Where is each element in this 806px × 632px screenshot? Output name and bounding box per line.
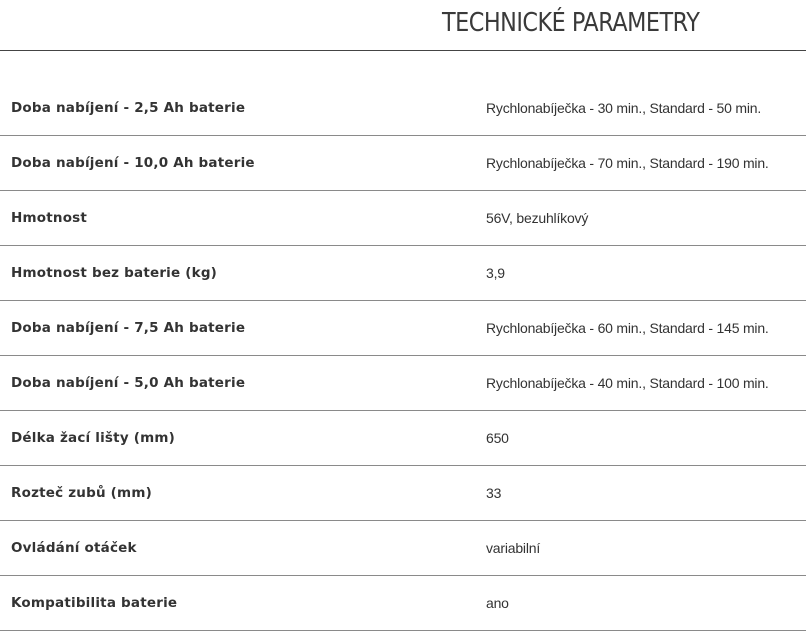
- param-label: Doba nabíjení - 2,5 Ah baterie: [11, 100, 246, 116]
- table-row: [0, 356, 806, 411]
- param-label: Rozteč zubů (mm): [11, 485, 152, 501]
- param-value: Rychlonabíječka - 60 min., Standard - 145 min.: [486, 320, 769, 336]
- param-value: Rychlonabíječka - 70 min., Standard - 190 min.: [486, 155, 769, 171]
- section-title: TECHNICKÉ PARAMETRY: [442, 8, 700, 38]
- param-label: Hmotnost: [11, 210, 88, 226]
- table-row: [0, 411, 806, 466]
- param-value: variabilní: [486, 540, 541, 556]
- param-label: Ovládání otáček: [11, 540, 137, 556]
- param-value: 650: [486, 430, 509, 446]
- param-value: ano: [486, 595, 509, 611]
- table-row: [0, 191, 806, 246]
- param-label: Hmotnost bez baterie (kg): [11, 265, 218, 281]
- param-value: 3,9: [486, 265, 505, 281]
- param-label: Doba nabíjení - 5,0 Ah baterie: [11, 375, 246, 391]
- table-row: [0, 576, 806, 631]
- param-label: Doba nabíjení - 7,5 Ah baterie: [11, 320, 246, 336]
- section-header: [0, 0, 806, 51]
- param-value: Rychlonabíječka - 30 min., Standard - 50 min.: [486, 100, 762, 116]
- table-row: [0, 246, 806, 301]
- table-row: [0, 136, 806, 191]
- param-value: 56V, bezuhlíkový: [486, 210, 589, 226]
- table-row: [0, 521, 806, 576]
- parameters-table: [0, 81, 806, 631]
- table-row: [0, 301, 806, 356]
- param-label: Doba nabíjení - 10,0 Ah baterie: [11, 155, 255, 171]
- table-row: [0, 466, 806, 521]
- param-label: Délka žací lišty (mm): [11, 430, 175, 446]
- param-value: Rychlonabíječka - 40 min., Standard - 100 min.: [486, 375, 769, 391]
- param-value: 33: [486, 485, 502, 501]
- table-row: [0, 81, 806, 136]
- param-label: Kompatibilita baterie: [11, 595, 178, 611]
